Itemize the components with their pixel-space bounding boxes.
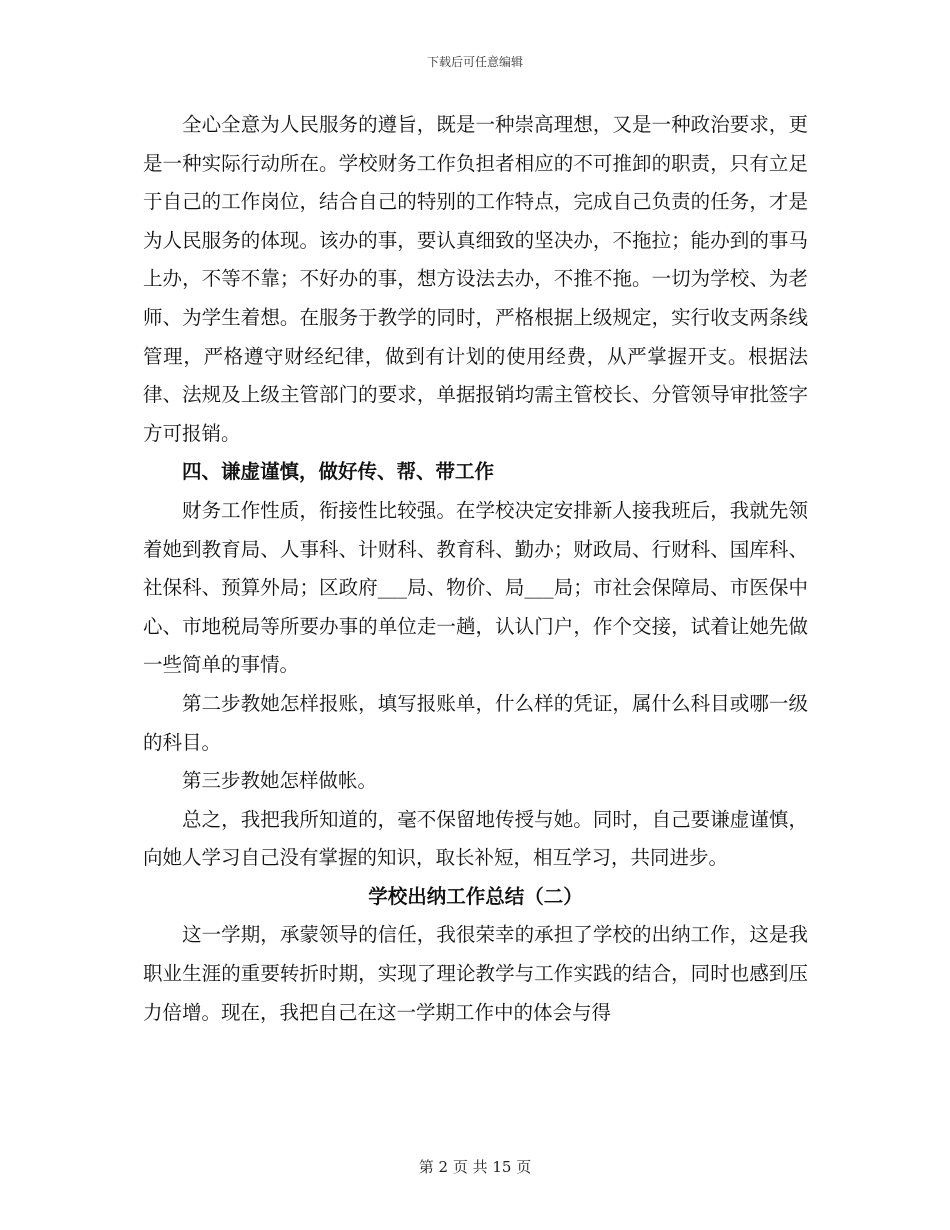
page-header-note: 下载后可任意编辑 [426, 55, 523, 69]
section-heading-4: 四、谦虚谨慎，做好传、帮、带工作 [182, 460, 495, 484]
document-title-part-two: 学校出纳工作总结（二） [368, 884, 583, 908]
paragraph-step-three: 第三步教她怎样做帐。 [182, 769, 378, 793]
paragraph-service-purpose: 全心全意为人民服务的遵旨，既是一种崇高理想，又是一种政治要求，更是一种实际行动所在。学校财务工作负担者相应的不可推卸的职责，只有立足于自己的工作岗位，结合自己的特别的工作特点，完成自己负责的任务，才是为人民服务的体现。该办的事，要认真细致的坚决办，不拖拉；能办到的事马上办，不等不靠；不好办的事，想方设法去办，不推不拖。一切为学校、为老师、为学生着想。在服务于教学的同时，严格根据上级规定，实行收支两条线管理，严格遵守财经纪律，做到有计划的使用经费，从严掌握开支。根据法律、法规及上级主管部门的要求，单据报销均需主管校长、分管领导审批签字方可报销。 [143, 113, 808, 445]
paragraph-intro-part-two: 这一学期，承蒙领导的信任，我很荣幸的承担了学校的出纳工作，这是我职业生涯的重要转折时期，实现了理论教学与工作实践的结合，同时也感到压力倍增。现在，我把自己在这一学期工作中的体会与得 [143, 923, 808, 1024]
paragraph-step-two: 第二步教她怎样报账，填写报账单，什么样的凭证，属什么科目或哪一级的科目。 [143, 691, 808, 754]
paragraph-summary: 总之，我把我所知道的，毫不保留地传授与她。同时，自己要谦虚谨慎，向她人学习自己没有掌握的知识，取长补短，相互学习，共同进步。 [143, 807, 808, 870]
document-body [143, 106, 808, 1032]
page-number-footer: 第 2 页 共 15 页 [418, 1158, 532, 1176]
paragraph-handover: 财务工作性质，衔接性比较强。在学校决定安排新人接我班后，我就先领着她到教育局、人事科、计财科、教育科、勤办；财政局、行财科、国库科、社保科、预算外局；区政府___局、物价、局___局；市社会保障局、市医保中心、市地税局等所要办事的单位走一趟，认认门户，作个交接，试着让她先做一些简单的事情。 [143, 498, 808, 677]
